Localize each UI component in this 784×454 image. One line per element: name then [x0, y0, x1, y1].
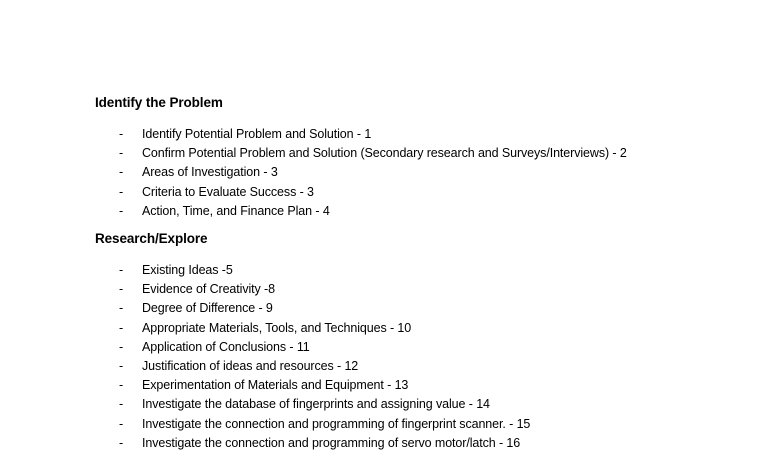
- list-item: [0, 281, 784, 300]
- bullet-dash: -: [119, 282, 124, 297]
- list-item-text: Criteria to Evaluate Success - 3: [142, 184, 314, 199]
- list-item: [0, 145, 784, 164]
- section-heading-identify-the-problem: Identify the Problem: [95, 95, 223, 110]
- list-item: [0, 396, 784, 415]
- list-item-text: Justification of ideas and resources - 12: [142, 358, 359, 373]
- list-item: [0, 320, 784, 339]
- list-item-text: Areas of Investigation - 3: [142, 165, 278, 180]
- list-item: [0, 300, 784, 319]
- list-item-text: Identify Potential Problem and Solution - 1: [142, 127, 372, 141]
- bullet-dash: -: [119, 378, 124, 393]
- bullet-dash: -: [119, 339, 124, 354]
- list-item-text: Existing Ideas -5: [142, 263, 233, 277]
- bullet-dash: -: [119, 416, 124, 431]
- list-item: [0, 164, 784, 183]
- list-item-text: Investigate the database of fingerprints and assigning value - 14: [142, 397, 490, 412]
- list-item-text: Investigate the connection and programming of fingerprint scanner. - 15: [142, 416, 531, 431]
- section-heading-research-explore: Research/Explore: [95, 231, 208, 246]
- list-item-text: Action, Time, and Finance Plan - 4: [142, 203, 330, 218]
- list-item-text: Experimentation of Materials and Equipment - 13: [142, 378, 409, 393]
- bullet-dash: -: [119, 397, 124, 412]
- research-explore-list: [0, 262, 784, 454]
- identify-the-problem-list: [0, 126, 784, 222]
- list-item-text: Application of Conclusions - 11: [142, 339, 310, 354]
- list-item: [0, 377, 784, 396]
- bullet-dash: -: [119, 435, 124, 450]
- list-item: [0, 435, 784, 454]
- bullet-dash: -: [119, 165, 124, 180]
- list-item-text: Appropriate Materials, Tools, and Techniques - 10: [142, 320, 412, 335]
- bullet-dash: -: [119, 263, 124, 277]
- list-item-text: Degree of Difference - 9: [142, 301, 273, 316]
- list-item: [0, 358, 784, 377]
- list-item: [0, 262, 784, 281]
- bullet-dash: -: [119, 358, 124, 373]
- bullet-dash: -: [119, 301, 124, 316]
- bullet-dash: -: [119, 320, 124, 335]
- bullet-dash: -: [119, 127, 124, 141]
- bullet-dash: -: [119, 184, 124, 199]
- list-item-text: Investigate the connection and programming of servo motor/latch - 16: [142, 435, 521, 450]
- bullet-dash: -: [119, 146, 124, 161]
- list-item: [0, 416, 784, 435]
- list-item: [0, 203, 784, 222]
- list-item: [0, 339, 784, 358]
- list-item: [0, 184, 784, 203]
- list-item: [0, 126, 784, 145]
- bullet-dash: -: [119, 203, 124, 218]
- list-item-text: Evidence of Creativity -8: [142, 282, 275, 297]
- list-item-text: Confirm Potential Problem and Solution (Secondary research and Surveys/Interviews) - 2: [142, 146, 627, 161]
